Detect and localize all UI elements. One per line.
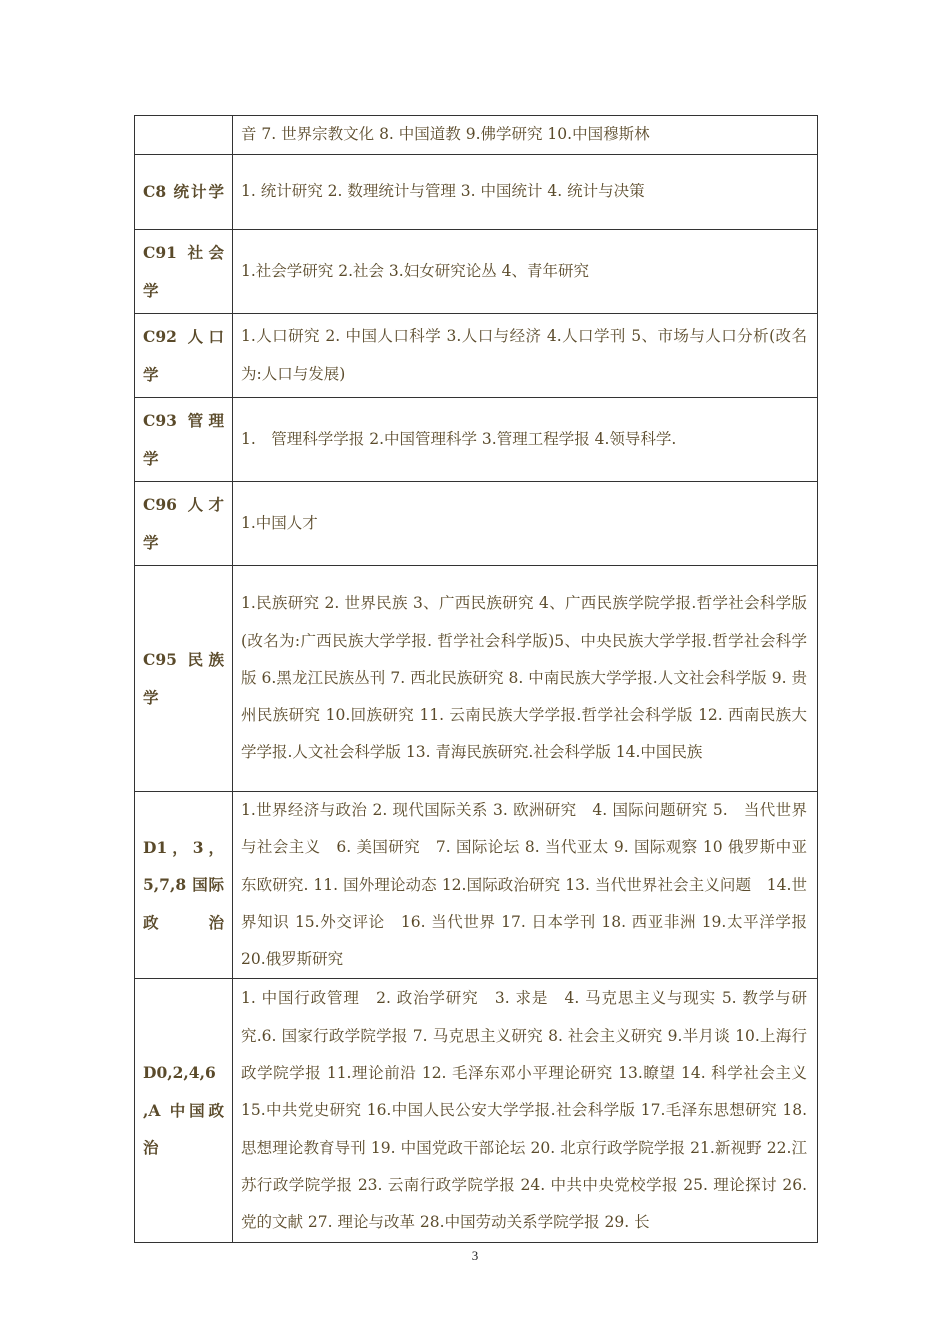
category-cell: C8 统计学	[135, 155, 233, 230]
table-row	[135, 398, 818, 482]
category-cell	[135, 116, 233, 155]
category-cell: D0,2,4,6 ,A 中国政治	[135, 979, 233, 1242]
journal-list-cell: 1. 统计研究 2. 数理统计与管理 3. 中国统计 4. 统计与决策	[233, 155, 818, 230]
category-cell: C91 社会学	[135, 230, 233, 314]
category-cell: C96 人才学	[135, 482, 233, 566]
category-cell: D1，3，5,7,8 国际政治	[135, 792, 233, 979]
journal-catalog-table	[134, 115, 818, 1243]
journal-list-cell: 1. 中国行政管理 2. 政治学研究 3. 求是 4. 马克思主义与现实 5. 教学与研究.6. 国家行政学院学报 7. 马克思主义研究 8. 社会主义研究 9.半月谈 10.上海行政学院学报 11.理论前沿 12. 毛泽东邓小平理论研究 13.瞭望 14. 科学社会主义 15.中共党史研究 16.中国人民公安大学学报.社会科学版 17.毛泽东思想研究 18.思想理论教育导刊 19. 中国党政干部论坛 20. 北京行政学院学报 21.新视野 22.江苏行政学院学报 23. 云南行政学院学报 24. 中共中央党校学报 25. 理论探讨 26. 党的文献 27. 理论与改革 28.中国劳动关系学院学报 29. 长	[233, 979, 818, 1242]
journal-list-cell: 1.人口研究 2. 中国人口科学 3.人口与经济 4.人口学刊 5、市场与人口分析(改名为:人口与发展)	[233, 314, 818, 398]
journal-list-cell: 1.中国人才	[233, 482, 818, 566]
table-row	[135, 482, 818, 566]
table-row	[135, 566, 818, 792]
category-cell: C92 人口学	[135, 314, 233, 398]
journal-list-cell: 1.社会学研究 2.社会 3.妇女研究论丛 4、青年研究	[233, 230, 818, 314]
journal-list-cell: 1.世界经济与政治 2. 现代国际关系 3. 欧洲研究 4. 国际问题研究 5. 当代世界与社会主义 6. 美国研究 7. 国际论坛 8. 当代亚太 9. 国际观察 10 俄罗斯中亚东欧研究. 11. 国外理论动态 12.国际政治研究 13. 当代世界社会主义问题 14.世界知识 15.外交评论 16. 当代世界 17. 日本学刊 18. 西亚非洲 19.太平洋学报 20.俄罗斯研究	[233, 792, 818, 979]
table-row	[135, 979, 818, 1242]
journal-list-cell: 音 7. 世界宗教文化 8. 中国道教 9.佛学研究 10.中国穆斯林	[233, 116, 818, 155]
table-row	[135, 314, 818, 398]
page-number: 3	[471, 1248, 479, 1263]
table-row	[135, 116, 818, 155]
table-row	[135, 792, 818, 979]
journal-list-cell: 1. 管理科学学报 2.中国管理科学 3.管理工程学报 4.领导科学.	[233, 398, 818, 482]
category-cell: C95 民族学	[135, 566, 233, 792]
table-row	[135, 230, 818, 314]
category-cell: C93 管理学	[135, 398, 233, 482]
journal-list-cell: 1.民族研究 2. 世界民族 3、广西民族研究 4、广西民族学院学报.哲学社会科学版 (改名为:广西民族大学学报. 哲学社会科学版)5、中央民族大学学报.哲学社会科学版 6.黑龙江民族丛刊 7. 西北民族研究 8. 中南民族大学学报.人文社会科学版 9. 贵州民族研究 10.回族研究 11. 云南民族大学学报.哲学社会科学版 12. 西南民族大学学报.人文社会科学版 13. 青海民族研究.社会科学版 14.中国民族	[233, 566, 818, 792]
table-row	[135, 155, 818, 230]
